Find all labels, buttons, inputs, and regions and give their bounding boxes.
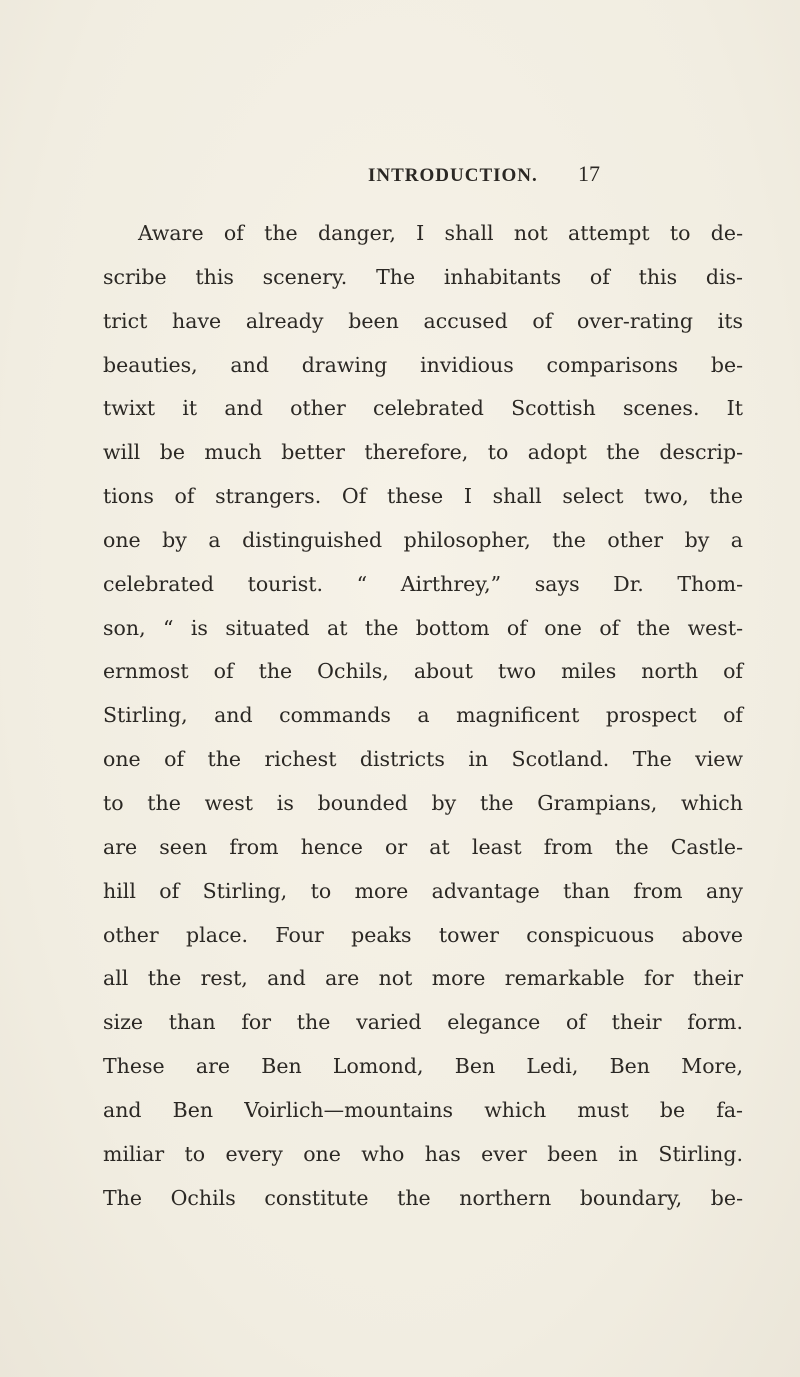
text-line: size than for the varied elegance of their form. [103,1010,743,1035]
text-line: scribe this scenery. The inhabitants of this dis- [103,264,743,289]
text-line: twixt it and other celebrated Scottish scenes. It [103,396,743,421]
page-number: 17 [578,161,600,186]
text-line: son, “ is situated at the bottom of one of the west- [103,615,743,640]
text-line: Aware of the danger, I shall not attempt to de- [138,221,743,245]
text-line: other place. Four peaks tower conspicuous above [103,922,743,947]
text-line: beauties, and drawing invidious comparisons be- [103,352,743,377]
text-line: tions of strangers. Of these I shall select two, the [103,484,743,509]
text-line: will be much better therefore, to adopt the descrip- [103,440,743,465]
text-line: Stirling, and commands a magnificent prospect of [103,703,743,728]
text-line: These are Ben Lomond, Ben Ledi, Ben More, [103,1054,743,1079]
text-line: one by a distinguished philosopher, the other by a [103,527,743,552]
text-line: The Ochils constitute the northern boundary, be- [103,1185,743,1210]
text-line: trict have already been accused of over-rating its [103,308,743,333]
text-line: are seen from hence or at least from the Castle- [103,834,743,859]
text-line: ernmost of the Ochils, about two miles north of [103,659,743,684]
running-head [0,161,800,195]
text-line: celebrated tourist. “ Airthrey,” says Dr. Thom- [103,571,743,596]
text-line: miliar to every one who has ever been in Stirling. [103,1141,743,1166]
text-line: and Ben Voirlich—mountains which must be fa- [103,1097,743,1122]
body-text [103,212,743,1220]
running-title: INTRODUCTION. [368,165,538,186]
text-line: all the rest, and are not more remarkable for their [103,966,743,991]
text-line: hill of Stirling, to more advantage than from any [103,878,743,903]
text-line: one of the richest districts in Scotland. The view [103,747,743,772]
text-line: to the west is bounded by the Grampians, which [103,790,743,815]
